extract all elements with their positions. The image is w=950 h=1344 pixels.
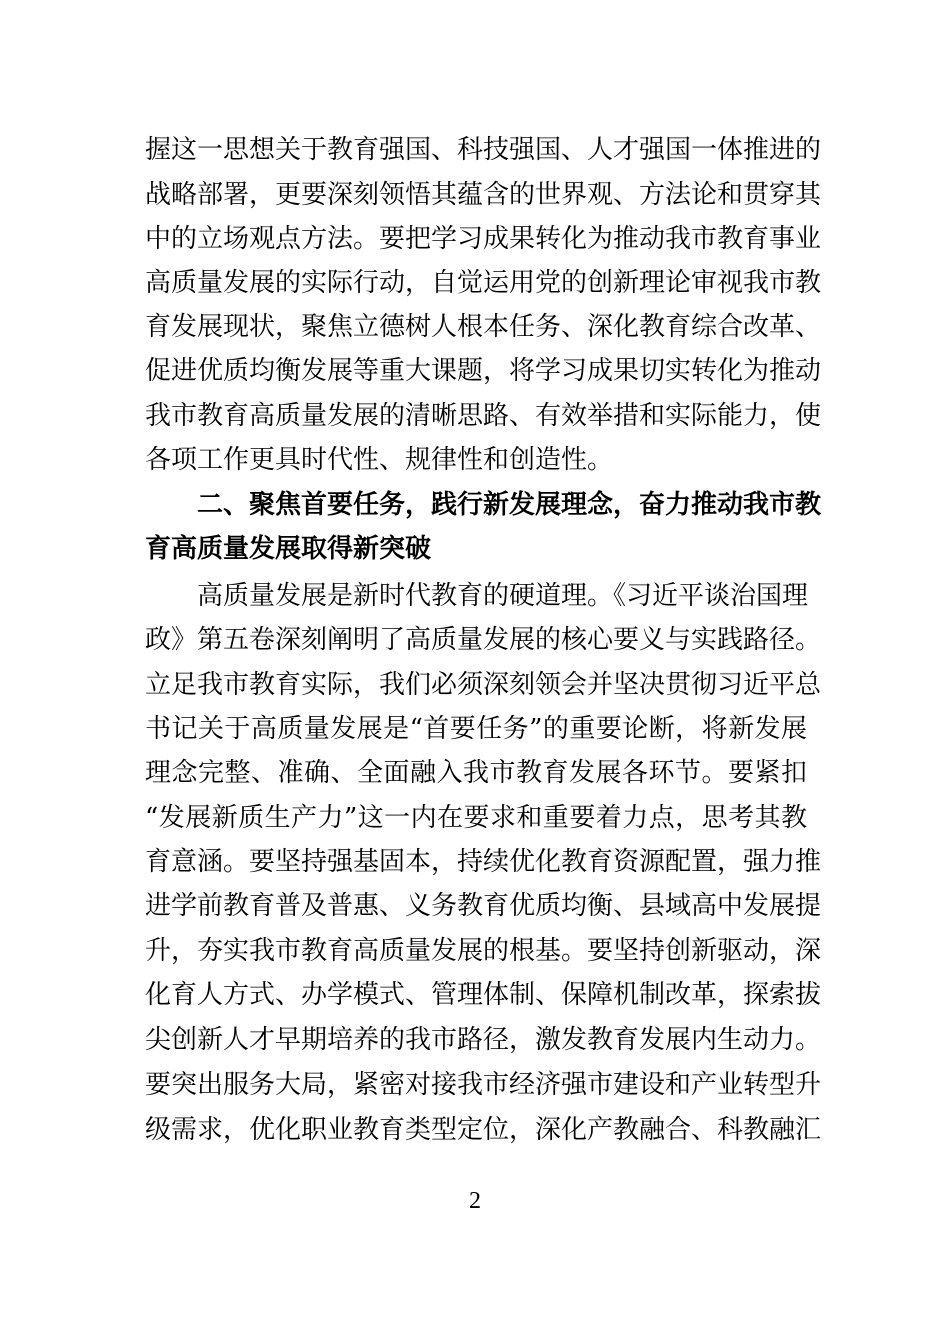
body-text-line: 促进优质均衡发展等重大课题，将学习成果切实转化为推动 <box>145 356 822 386</box>
body-text-line: 我市教育高质量发展的清晰思路、有效举措和实际能力，使 <box>145 401 822 431</box>
body-text-line: 书记关于高质量发展是“首要任务”的重要论断，将新发展 <box>145 714 807 744</box>
body-text-line: 要突出服务大局，紧密对接我市经济强市建设和产业转型升 <box>145 1070 822 1100</box>
body-text-line: 尖创新人才早期培养的我市路径，激发教育发展内生动力。 <box>145 1025 822 1055</box>
body-text-line: 政》第五卷深刻阐明了高质量发展的核心要义与实践路径。 <box>145 625 822 655</box>
section-heading-line: 育高质量发展取得新突破 <box>145 534 432 564</box>
body-text-line: “发展新质生产力”这一内在要求和重要着力点，思考其教 <box>145 803 807 833</box>
body-text-line: 升，夯实我市教育高质量发展的根基。要坚持创新驱动，深 <box>145 936 822 966</box>
page-number: 2 <box>469 1188 481 1214</box>
body-text-line: 育发展现状，聚焦立德树人根本任务、深化教育综合改革、 <box>145 312 822 342</box>
body-text-line: 育意涵。要坚持强基固本，持续优化教育资源配置，强力推 <box>145 847 822 877</box>
body-text-line: 高质量发展的实际行动，自觉运用党的创新理论审视我市教 <box>145 268 822 298</box>
body-text-line: 化育人方式、办学模式、管理体制、保障机制改革，探索拔 <box>145 980 822 1010</box>
body-text-line: 握这一思想关于教育强国、科技强国、人才强国一体推进的 <box>145 135 822 165</box>
body-text-line: 理念完整、准确、全面融入我市教育发展各环节。要紧扣 <box>145 758 807 788</box>
body-text-line: 级需求，优化职业教育类型定位，深化产教融合、科教融汇 <box>145 1115 822 1145</box>
body-text-line: 进学前教育普及普惠、义务教育优质均衡、县域高中发展提 <box>145 891 822 921</box>
body-text-line: 中的立场观点方法。要把学习成果转化为推动我市教育事业 <box>145 224 822 254</box>
body-text-line: 战略部署，更要深刻领悟其蕴含的世界观、方法论和贯穿其 <box>145 180 822 210</box>
body-text-line: 立足我市教育实际，我们必须深刻领会并坚决贯彻习近平总 <box>145 670 822 700</box>
section-heading-line: 二、聚焦首要任务，践行新发展理念，奋力推动我市教 <box>197 490 822 520</box>
body-text-line: 各项工作更具时代性、规律性和创造性。 <box>145 445 614 475</box>
body-text-line: 高质量发展是新时代教育的硬道理。《习近平谈治国理 <box>197 581 809 611</box>
